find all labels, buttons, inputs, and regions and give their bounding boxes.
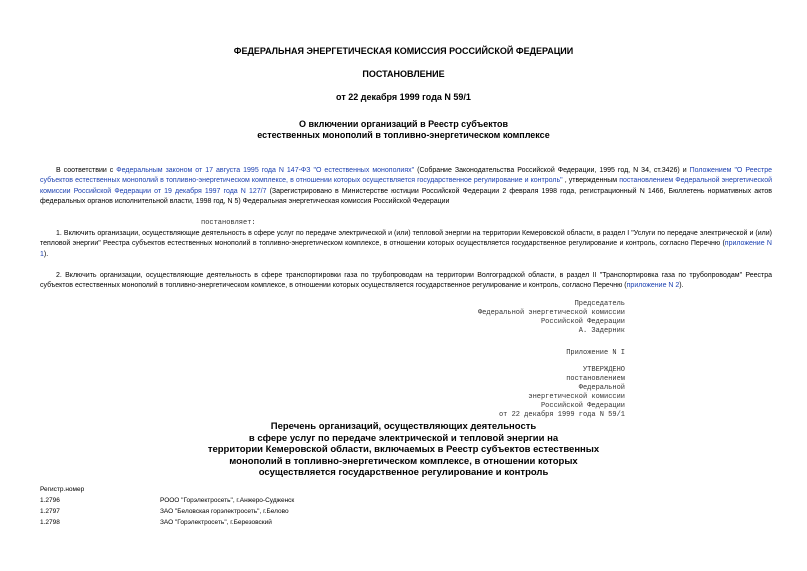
preamble-paragraph	[40, 166, 772, 207]
table-row	[40, 508, 289, 515]
row-code: 1.2797	[40, 508, 60, 515]
signature-line-3: Российской Федерации	[540, 318, 625, 326]
list-title-line-2: в сфере услуг по передаче электрической и тепловой энергии на	[248, 432, 559, 444]
approval-line-6: от 22 декабря 1999 года N 59/1	[498, 411, 625, 419]
list-title-line-1: Перечень организаций, осуществляющих деятельность	[270, 421, 537, 432]
approval-line-2: постановлением	[566, 375, 625, 383]
preamble-text-1: В соответствии с	[56, 167, 117, 174]
date-number-heading: от 22 декабря 1999 года N 59/1	[336, 92, 471, 102]
item-1-tail: ).	[43, 250, 49, 258]
row-code: 1.2798	[40, 519, 60, 526]
approval-block	[499, 366, 625, 420]
row-name: ЗАО "Горэлектросеть", г.Березовский	[160, 519, 272, 526]
list-title	[160, 421, 647, 479]
appendix-2-link[interactable]: приложение N 2	[626, 282, 680, 290]
signature-name: А. Задерник	[578, 327, 625, 335]
row-name: ЗАО "Беловская горэлектросеть", г.Белово	[160, 508, 289, 515]
appendix-label: Приложение N I	[566, 349, 625, 357]
title-line-2: естественных монополий в топливно-энергетическом комплексе	[257, 130, 550, 140]
item-2-tail: ).	[679, 282, 684, 290]
approval-line-3: Федеральной	[578, 384, 625, 392]
federal-law-link[interactable]: Федеральным законом от 17 августа 1995 года N 147-ФЗ "О естественных монополиях"	[116, 167, 415, 174]
fek-resolution-link[interactable]: постановлением Федеральной энергетической комиссии Российской Федерации от 19 декабря 1997 года N 127/7	[40, 177, 772, 195]
item-2-paragraph	[40, 271, 772, 292]
appendix-1-link[interactable]: приложение N 1	[40, 240, 772, 258]
table-header: Регистр.номер	[40, 486, 85, 493]
row-code: 1.2796	[40, 497, 60, 504]
approval-line-1: УТВЕРЖДЕНО	[582, 366, 625, 374]
list-title-line-5: осуществляется государственное регулирование и контроль	[258, 467, 549, 478]
item-1-text: 1. Включить организации, осуществляющие деятельность в сфере услуг по передаче электрической и (или) тепловой энергии на территории Кемеровской области, в раздел I "Услуги по передаче электрической и (или) тепловой энергии" Реестра субъектов естественных монополий в топливно-энергетическом комплексе, в отношении которых осуществляется государственное регулирование и контроль, согласно Перечню (	[40, 230, 772, 248]
resolves-label: постановляет:	[201, 219, 256, 227]
preamble-text-3: , утвержденным	[562, 177, 620, 185]
item-1-paragraph	[40, 229, 772, 260]
signature-block	[478, 300, 625, 336]
approval-line-5: Российской Федерации	[540, 402, 625, 410]
title-line-1: О включении организаций в Реестр субъектов	[298, 119, 509, 129]
preamble-text-2: (Собрание Законодательства Российской Федерации, 1995 год, N 34, ст.3426) и	[414, 167, 690, 174]
table-row	[40, 497, 294, 504]
list-title-line-3: территории Кемеровской области, включаемых в Реестр субъектов естественных	[207, 444, 600, 455]
table-row	[40, 519, 272, 526]
preamble-text-4: (Зарегистрировано в Министерстве юстиции Российской Федерации 2 февраля 1998 года, регистрационный N 1466, Бюллетень нормативных актов федеральных органов исполнительной власти, 1998 год, N 5) Федеральная энергетическая комиссия Российской Федерации	[40, 187, 772, 205]
list-title-line-4: монополий в топливно-энергетическом комплексе, в отношении которых	[229, 455, 578, 467]
signature-line-1: Председатель	[574, 300, 625, 308]
item-2-text: 2. Включить организации, осуществляющие деятельность в сфере транспортировки газа по трубопроводам на территории Волгоградской области, в раздел II "Транспортировка газа по трубопроводам" Реестра субъектов естественных монополий в топливно-энергетическом комплексе, в отношении которых осуществляется государственное регулирование и контроль, согласно Перечню (	[40, 272, 772, 290]
row-name: РООО "Горэлектросеть", г.Анжеро-Судженск	[160, 497, 295, 504]
doc-type-heading: ПОСТАНОВЛЕНИЕ	[362, 69, 445, 79]
document-title	[0, 119, 807, 141]
approval-line-4: энергетической комиссии	[528, 393, 625, 401]
agency-heading: ФЕДЕРАЛЬНАЯ ЭНЕРГЕТИЧЕСКАЯ КОМИССИЯ РОССИЙСКОЙ ФЕДЕРАЦИИ	[233, 46, 574, 56]
signature-line-2: Федеральной энергетической комиссии	[477, 309, 625, 317]
registry-regulation-link[interactable]: Положением "О Реестре субъектов естественных монополий в топливно-энергетическом комплексе, в отношении которых осуществляется государственное регулирование и контроль"	[40, 167, 773, 185]
